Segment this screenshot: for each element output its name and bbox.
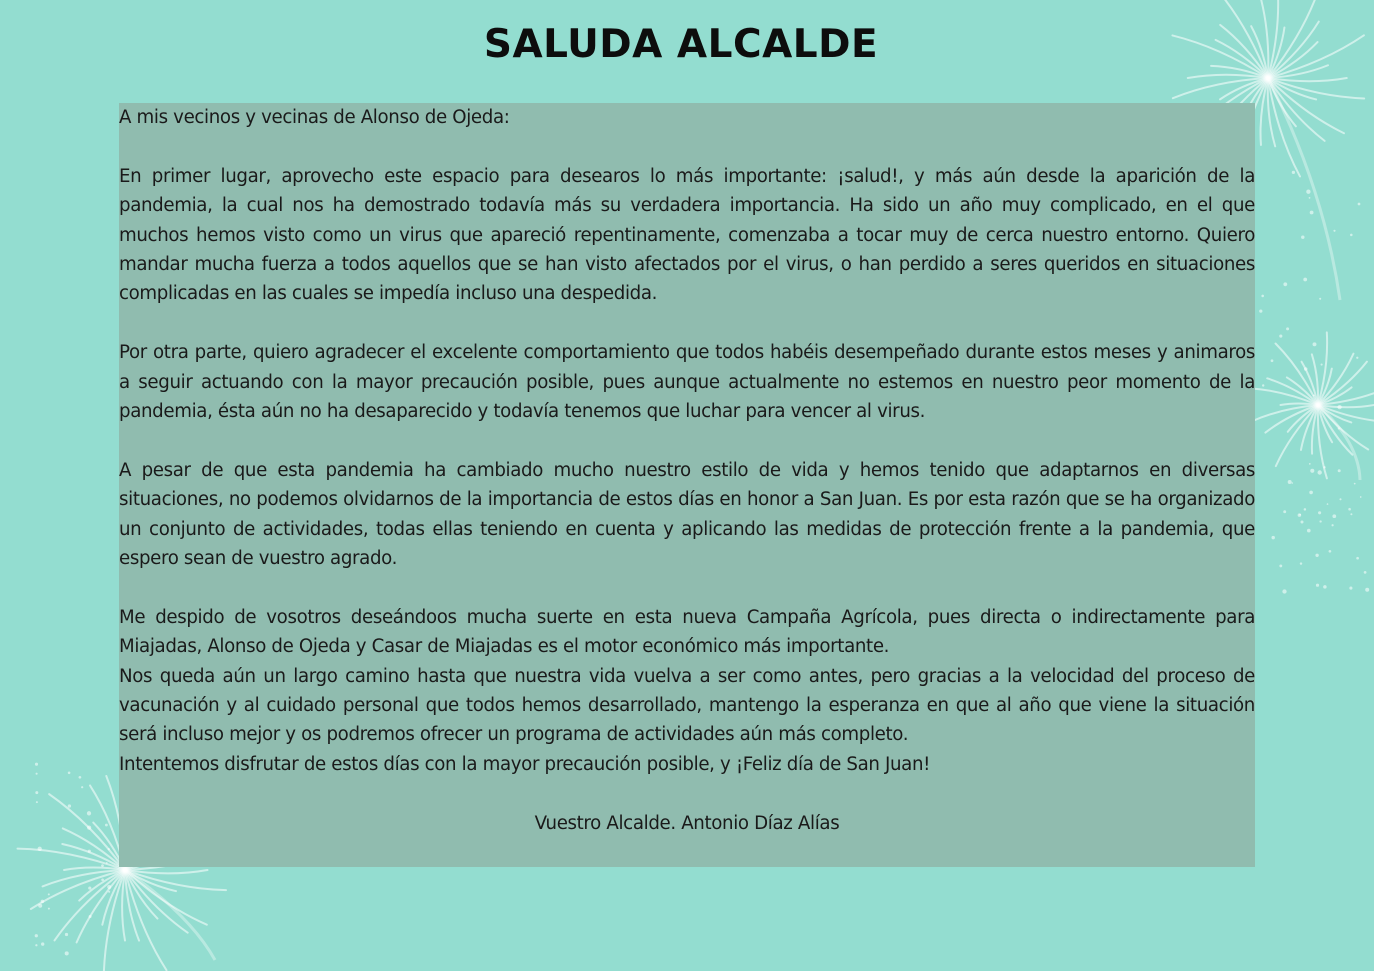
letter-panel	[119, 103, 1255, 867]
letter-paragraph-6: Intentemos disfrutar de estos días con la mayor precaución posible, y ¡Feliz día de San Juan!	[119, 753, 931, 775]
letter-signature: Vuestro Alcalde. Antonio Díaz Alías	[534, 812, 840, 834]
letter-greeting: A mis vecinos y vecinas de Alonso de Ojeda:	[119, 107, 510, 128]
page-title: SALUDA ALCALDE	[483, 22, 879, 67]
letter-paragraph-2: Por otra parte, quiero agradecer el excelente comportamiento que todos habéis desempeñado durante estos meses y animaros a seguir actuando con la mayor precaución posible, pues aunque actualmente no estemos en nuestro peor momento de la pandemia, ésta aún no ha desaparecido y todavía tenemos que luchar para vencer al virus.	[119, 342, 1255, 423]
letter-paragraph-4: Me despido de vosotros deseándoos mucha suerte en esta nueva Campaña Agrícola, pues directa o indirectamente para Miajadas, Alonso de Ojeda y Casar de Miajadas es el motor económico más importante.	[119, 606, 1255, 658]
letter-paragraph-1: En primer lugar, aprovecho este espacio para desearos lo más importante: ¡salud!, y más aún desde la aparición de la pandemia, la cual nos ha demostrado todavía más su verdadera importancia. Ha sido un año muy complicado, en el que muchos hemos visto como un virus que apareció repentinamente, comenzaba a tocar muy de cerca nuestro entorno. Quiero mandar mucha fuerza a todos aquellos que se han visto afectados por el virus, o han perdido a seres queridos en situaciones complicadas en las cuales se impedía incluso una despedida.	[119, 165, 1255, 305]
letter-paragraph-3: A pesar de que esta pandemia ha cambiado mucho nuestro estilo de vida y hemos tenido que adaptarnos en diversas situaciones, no podemos olvidarnos de la importancia de estos días en honor a San Juan. Es por esta razón que se ha organizado un conjunto de actividades, todas ellas teniendo en cuenta y aplicando las medidas de protección frente a la pandemia, que espero sean de vuestro agrado.	[119, 459, 1255, 570]
letter-paragraph-5: Nos queda aún un largo camino hasta que nuestra vida vuelva a ser como antes, pero gracias a la velocidad del proceso de vacunación y al cuidado personal que todos hemos desarrollado, mantengo la esperanza en que al año que viene la situación será incluso mejor y os podremos ofrecer un programa de actividades aún más completo.	[119, 665, 1255, 746]
